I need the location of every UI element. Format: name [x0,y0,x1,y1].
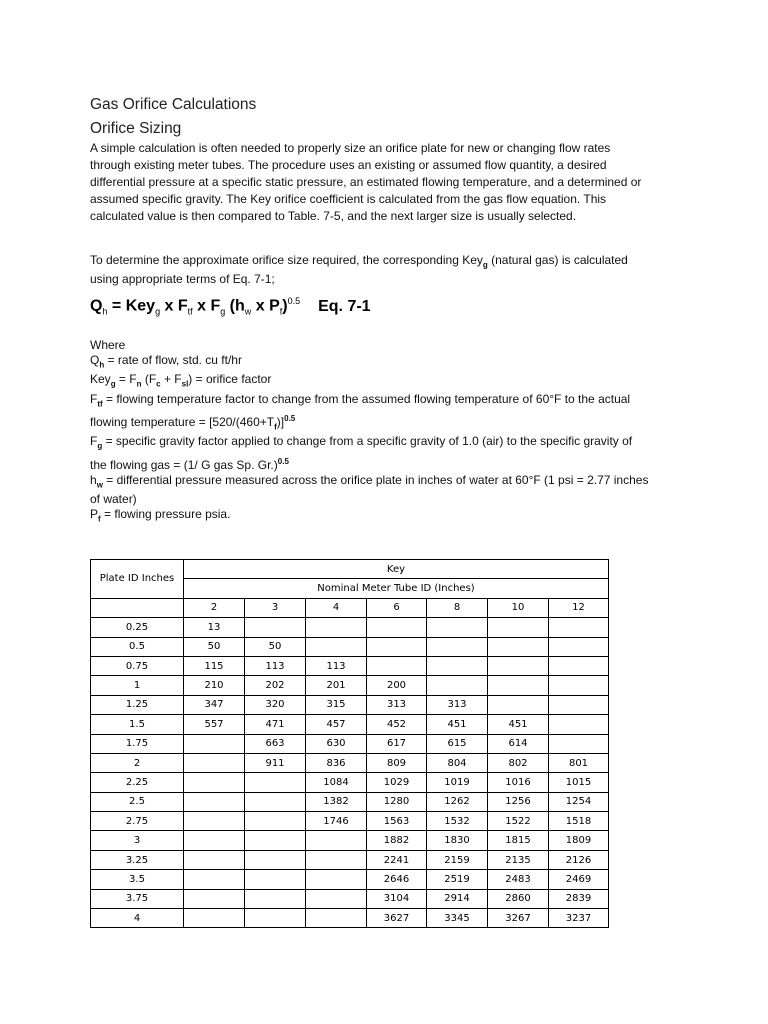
def-key: $Key_g = F_n$ $(F_c + F_{sl})$ = orifice factor [90,372,272,389]
key-value-cell: 804 [427,753,488,772]
plate-id-cell: 1.75 [91,734,184,753]
key-value-cell: 1084 [306,773,367,792]
document-body [90,94,650,527]
table-row [91,870,609,889]
key-value-cell [306,637,367,656]
key-value-cell [427,618,488,637]
def-fg: $F_g$ = specific gravity factor applied to change from a specific gravity of 1.0 (air) to the specific gravity of the flowing gas = (1/ G gas Sp. Gr.)$^{0.5}$ [90,434,633,472]
key-value-cell [306,618,367,637]
section-heading: Orifice Sizing [90,120,182,137]
key-value-cell: 452 [367,715,427,734]
key-value-cell [184,870,245,889]
column-header: 12 [549,598,609,617]
key-value-cell: 2241 [367,850,427,869]
table-row [91,753,609,772]
table-row [91,889,609,908]
key-value-cell: 113 [306,656,367,675]
key-value-cell [549,734,609,753]
key-value-cell [549,715,609,734]
key-value-cell: 1019 [427,773,488,792]
plate-id-cell: 0.75 [91,656,184,675]
def-qh: $Q_h$ = rate of flow, std. cu ft/hr [90,352,242,370]
table-row [91,637,609,656]
key-value-cell: 3237 [549,909,609,928]
key-value-cell: 630 [306,734,367,753]
key-value-cell [245,792,306,811]
key-value-cell: 1382 [306,792,367,811]
plate-id-cell: 1 [91,676,184,695]
key-value-cell: 1016 [488,773,549,792]
column-header: 3 [245,598,306,617]
table-body [91,618,609,928]
plate-id-cell: 2.25 [91,773,184,792]
table-row [91,656,609,675]
key-value-cell: 451 [427,715,488,734]
key-value-cell [549,695,609,714]
key-value-cell [427,637,488,656]
definitions [90,338,650,527]
intro-paragraph: A simple calculation is often needed to properly size an orifice plate for new or changing flow rates through existing meter tubes. The procedure uses an existing or assumed flow quantity, a desired differential pressure at a specific static pressure, an estimated flowing temperature, and a determined or assumed specific gravity. The Key orifice coefficient is calculated from the gas flow equation. This calculated value is then compared to Table. 7-5, and the next larger size is usually selected. [90,141,642,223]
key-value-cell: 2646 [367,870,427,889]
key-value-cell [549,676,609,695]
key-value-cell: 1015 [549,773,609,792]
key-value-cell: 1280 [367,792,427,811]
key-value-cell: 201 [306,676,367,695]
table-row [91,831,609,850]
key-value-cell: 1029 [367,773,427,792]
key-value-cell: 2126 [549,850,609,869]
key-value-cell: 2483 [488,870,549,889]
plate-id-cell: 3.25 [91,850,184,869]
key-value-cell: 2839 [549,889,609,908]
key-value-cell: 471 [245,715,306,734]
key-value-cell [245,889,306,908]
key-value-cell: 2135 [488,850,549,869]
orifice-key-table [90,559,609,928]
key-value-cell [488,618,549,637]
key-value-cell [245,850,306,869]
key-value-cell [184,889,245,908]
plate-id-cell: 2.5 [91,792,184,811]
key-value-cell [245,870,306,889]
key-value-cell: 1809 [549,831,609,850]
key-value-cell: 2469 [549,870,609,889]
key-value-cell: 1815 [488,831,549,850]
key-value-cell [245,618,306,637]
plate-id-cell: 3.75 [91,889,184,908]
table-row [91,676,609,695]
plate-id-cell: 2 [91,753,184,772]
equation-label: Eq. 7-1 [318,297,371,315]
key-value-cell [184,909,245,928]
key-value-cell [488,656,549,675]
key-value-cell: 451 [488,715,549,734]
plate-id-header: Plate ID Inches [91,560,184,599]
key-value-cell: 911 [245,753,306,772]
key-value-cell [184,753,245,772]
column-header-blank [91,598,184,617]
key-header: Key [184,560,609,579]
document-title: Gas Orifice Calculations [90,96,257,113]
plate-id-cell: 0.5 [91,637,184,656]
plate-id-cell: 1.5 [91,715,184,734]
key-value-cell: 617 [367,734,427,753]
key-value-cell [427,656,488,675]
key-value-cell: 2519 [427,870,488,889]
keyg-paragraph: To determine the approximate orifice size required, the corresponding Key$_g$ (natural gas) is calculated using appropriate terms of Eq. 7-1; [90,253,628,287]
def-pf: $P_f$ = flowing pressure psia. [90,507,231,524]
table-row [91,695,609,714]
key-value-cell: 202 [245,676,306,695]
table-row [91,792,609,811]
column-header: 6 [367,598,427,617]
key-value-cell: 1746 [306,812,367,831]
key-value-cell: 3104 [367,889,427,908]
table-row [91,773,609,792]
key-value-cell: 1563 [367,812,427,831]
key-value-cell: 1830 [427,831,488,850]
key-value-cell: 1532 [427,812,488,831]
key-value-cell: 3345 [427,909,488,928]
key-value-cell: 1522 [488,812,549,831]
key-value-cell [549,618,609,637]
key-value-cell: 3267 [488,909,549,928]
key-value-cell: 614 [488,734,549,753]
key-value-cell [306,870,367,889]
key-value-cell: 313 [427,695,488,714]
key-value-cell [427,676,488,695]
key-value-cell: 50 [245,637,306,656]
key-value-cell [245,909,306,928]
key-value-cell: 313 [367,695,427,714]
key-value-cell: 1256 [488,792,549,811]
plate-id-cell: 2.75 [91,812,184,831]
key-value-cell: 1882 [367,831,427,850]
table-row [91,812,609,831]
key-value-cell: 801 [549,753,609,772]
where-label: Where [90,337,126,352]
key-value-cell [184,734,245,753]
plate-id-cell: 4 [91,909,184,928]
key-value-cell: 557 [184,715,245,734]
key-value-cell: 13 [184,618,245,637]
key-value-cell [184,831,245,850]
key-value-cell [488,695,549,714]
column-header: 4 [306,598,367,617]
key-value-cell: 2159 [427,850,488,869]
def-hw: $h_w$ = differential pressure measured across the orifice plate in inches of water at 60°F (1 psi = 2.77 inches of water) [90,472,649,507]
key-value-cell: 457 [306,715,367,734]
key-value-cell [367,618,427,637]
column-header: 10 [488,598,549,617]
tube-id-header: Nominal Meter Tube ID (Inches) [184,579,609,598]
column-header: 8 [427,598,488,617]
key-value-cell [306,889,367,908]
plate-id-cell: 3.5 [91,870,184,889]
key-value-cell: 50 [184,637,245,656]
key-value-cell: 1262 [427,792,488,811]
key-value-cell [184,792,245,811]
key-value-cell: 663 [245,734,306,753]
key-value-cell [488,637,549,656]
key-value-cell: 615 [427,734,488,753]
key-value-cell: 347 [184,695,245,714]
key-value-cell: 836 [306,753,367,772]
key-value-cell [367,637,427,656]
key-value-cell [245,812,306,831]
key-value-cell: 2914 [427,889,488,908]
key-value-cell [367,656,427,675]
key-value-cell [306,850,367,869]
key-value-cell: 802 [488,753,549,772]
table-row [91,715,609,734]
key-value-cell [306,831,367,850]
key-value-cell: 3627 [367,909,427,928]
key-value-cell: 210 [184,676,245,695]
key-value-cell [245,831,306,850]
key-value-cell: 1254 [549,792,609,811]
key-value-cell: 320 [245,695,306,714]
key-value-cell [245,773,306,792]
key-value-cell [184,773,245,792]
key-value-cell: 315 [306,695,367,714]
plate-id-cell: 3 [91,831,184,850]
key-value-cell: 809 [367,753,427,772]
def-ftf: $F_{tf}$ = flowing temperature factor to change from the assumed flowing temperature of 60°F to the actual flowing temperature = $[520/(460+T_f)]^{0.5}$ [90,391,631,432]
key-value-cell: 2860 [488,889,549,908]
key-value-cell: 113 [245,656,306,675]
key-value-cell [549,656,609,675]
key-value-cell [306,909,367,928]
key-value-cell: 200 [367,676,427,695]
key-value-cell [184,812,245,831]
key-value-cell [549,637,609,656]
column-header: 2 [184,598,245,617]
key-value-cell: 115 [184,656,245,675]
equation-7-1: $Q_h = Key_g$ x $F_{tf}$ x $F_g$ ($h_w$ x $P_f)^{0.5}$ Eq. 7-1 [90,296,371,317]
table-row [91,734,609,753]
table-row [91,850,609,869]
key-value-cell: 1518 [549,812,609,831]
table-row [91,618,609,637]
plate-id-cell: 0.25 [91,618,184,637]
key-value-cell [488,676,549,695]
key-value-cell [184,850,245,869]
plate-id-cell: 1.25 [91,695,184,714]
table-row [91,909,609,928]
